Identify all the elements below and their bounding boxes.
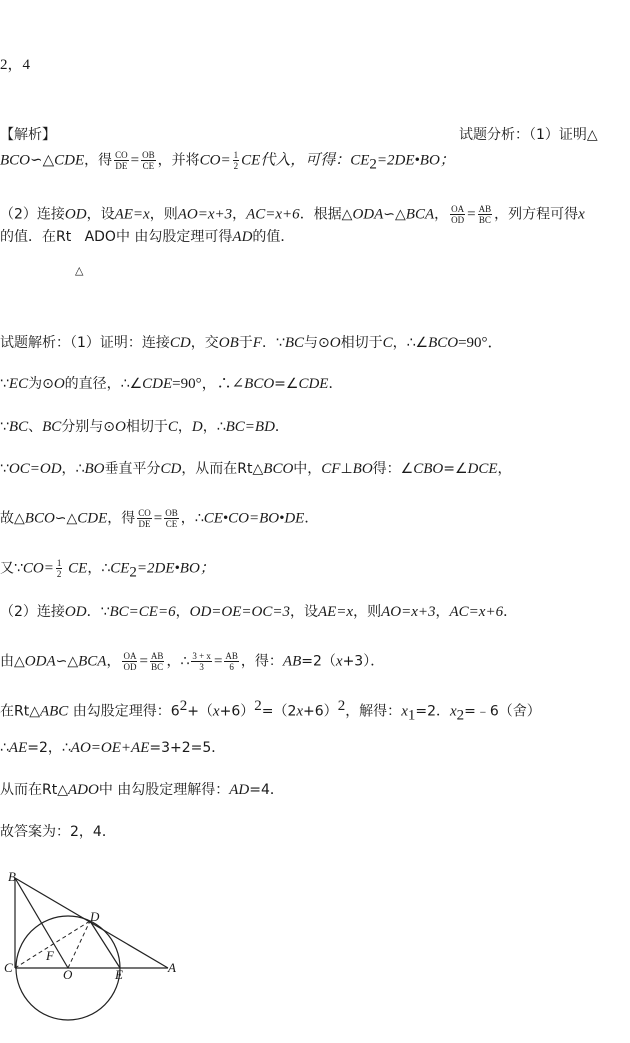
solution-line-6: 又∵CO= $\frac{1}{2}$ CE，$\therefore CE_2=2DE•BO$； (0, 558, 215, 581)
segment-od-dashed (68, 921, 90, 968)
analysis-label: 试题分析：（1）证明△ (459, 127, 598, 143)
fraction-oa-od-2: $\frac{OA}{OD}$ (123, 651, 137, 672)
final-answer: 故答案为：2，4． (0, 824, 116, 840)
label-f: F (46, 948, 54, 963)
solution-line-10: ∴AE=2，∴AO=OE+AE=3+2=5． (0, 740, 226, 756)
solution-line-11: 从而在Rt△ADO中 由勾股定理解得：AD=4． (0, 782, 284, 798)
triangle-symbol: △ (75, 264, 84, 277)
solution-line-8: 由△ODA∽△BCA， $\frac{OA}{OD}$ = $\frac{AB}{BC}$ ，∴ $\frac{3 + x}{3}$ = $\frac{AB}{6}$ ，得：AB=2（x+3）． (0, 651, 385, 672)
label-b: B (8, 869, 16, 884)
fraction-co-de: $\frac{CO}{DE}$ (115, 150, 128, 171)
solution-line-9: 在Rt△ABC 由勾股定理得：$6^2+(x+6)^2=(2x+6)^2$，解得：$x_1=2$．$x_2=﹣6$（舍） (0, 698, 541, 724)
fraction-ab-bc-2: $\frac{AB}{BC}$ (150, 651, 164, 672)
fraction-ob-ce: $\frac{OB}{CE}$ (142, 150, 155, 171)
label-d: D (90, 909, 100, 924)
analysis-header-label: 【解析】 (0, 127, 56, 143)
solution-line-1: 试题解析：（1）证明：连接CD，交OB于F．∵BC与⊙O相切于C，∴∠BCO=90°． (0, 335, 503, 351)
solution-line-4: ∵OC=OD，∴BO垂直平分CD，从而在Rt△BCO中，CF⊥BO得：∠CBO=∠DCE， (0, 461, 512, 477)
solution-line-2: ∵EC为⊙O的直径，∴∠CDE=90°，∴∠BCO=∠CDE． (0, 376, 343, 392)
fraction-ab-6: $\frac{AB}{6}$ (225, 651, 238, 672)
analysis-line-1: BCO∽△CDE，得 $\frac{CO}{DE}$ = $\frac{OB}{CE}$ ，并将CO= $\frac{1}{2}$ CE代入，可得：$CE_2=2DE•BO$； (0, 150, 455, 173)
fraction-co-de-2: $\frac{CO}{DE}$ (138, 508, 151, 529)
segment-de (90, 921, 120, 968)
fraction-oa-od: $\frac{OA}{OD}$ (451, 204, 465, 225)
fraction-ab-bc: $\frac{AB}{BC}$ (478, 204, 492, 225)
fraction-ob-ce-2: $\frac{OB}{CE}$ (165, 508, 178, 529)
analysis-line-2: （2）连接OD，设AE=x，则AO=x+3，AC=x+6．根据△ODA∽△BCA， $\frac{OA}{OD}$ = $\frac{AB}{BC}$ ，列方程可得x (0, 204, 585, 225)
label-a: A (168, 960, 176, 975)
solution-line-7: （2）连接OD．∵BC=CE=6，OD=OE=OC=3，设AE=x，则AO=x+3，AC=x+6． (0, 604, 518, 620)
label-c: C (4, 960, 13, 975)
analysis-line-3: 的值．在Rt ADO中 由勾股定理可得AD的值． (0, 229, 295, 245)
solution-line-3: ∵BC、BC分别与⊙O相切于C，D，∴BC=BD． (0, 419, 289, 435)
label-o: O (63, 967, 73, 982)
geometry-figure (0, 866, 190, 1038)
fraction-3x-3: $\frac{3 + x}{3}$ (192, 651, 211, 672)
label-e: E (115, 967, 123, 982)
fraction-half-2: $\frac{1}{2}$ (56, 558, 62, 579)
segment-bo (15, 878, 68, 968)
answer-top: 2，4 (0, 57, 31, 73)
solution-line-5: 故△BCO∽△CDE，得 $\frac{CO}{DE}$ = $\frac{OB}{CE}$ ，∴CE•CO=BO•DE． (0, 508, 319, 529)
fraction-half: $\frac{1}{2}$ (233, 150, 239, 171)
